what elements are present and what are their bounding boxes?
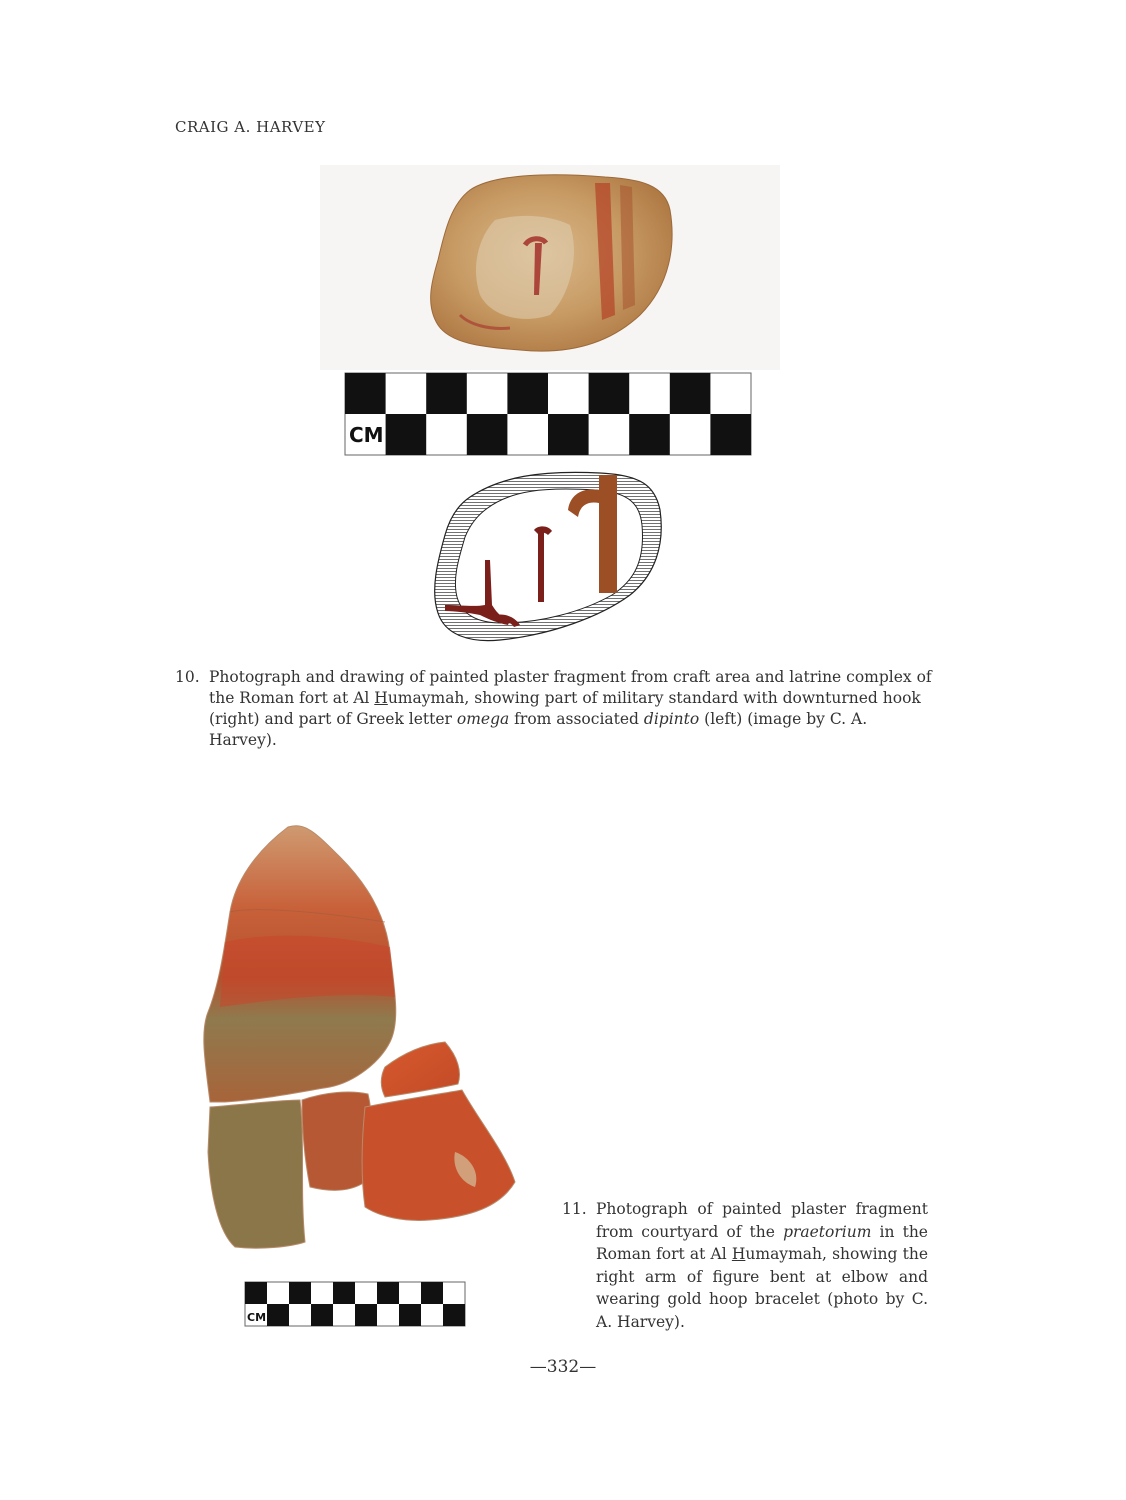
plaster-fragment-lower-left: [208, 1100, 305, 1248]
caption-text: (left) (image by C. A. Harvey).: [209, 710, 868, 749]
figure-10-image: [320, 165, 780, 650]
figure-10-caption: [175, 667, 935, 751]
figure-10-scale-label: CM: [349, 423, 384, 447]
figure-10-number: 10.: [175, 668, 200, 686]
figure-10-scale-bar: [345, 373, 751, 455]
military-standard-drawing: [599, 475, 617, 593]
figure-11-number: 11.: [562, 1200, 587, 1218]
caption-underlined-letter: H: [731, 1245, 746, 1263]
caption-text: umaymah, showing part of military standard with downturned hook (right) and part of Greek letter: [209, 689, 921, 728]
caption-text: in the Roman fort at Al: [596, 1222, 928, 1263]
running-header: CRAIG A. HARVEY: [175, 118, 326, 136]
caption-italic: dipinto: [643, 710, 700, 728]
caption-italic: praetorium: [783, 1222, 872, 1241]
figure-10-drawing: [435, 472, 662, 640]
figure-11-scale-label: CM: [247, 1311, 267, 1324]
caption-underlined-letter: H: [374, 689, 388, 707]
page-number: —332—: [529, 1357, 597, 1377]
caption-text: from associated: [509, 710, 644, 728]
plaster-fragment-lower-middle: [302, 1092, 371, 1190]
omega-stroke-drawing: [538, 532, 544, 602]
caption-text: Photograph and drawing of painted plaster fragment from craft area and latrine complex of the Roman fort at Al: [209, 668, 932, 707]
caption-text: umaymah, showing the right arm of figure bent at elbow and wearing gold hoop bracelet (photo by C. A. Harvey).: [596, 1245, 928, 1331]
figure-11-scale-bar: [245, 1282, 465, 1326]
plaster-fragment-upper-right: [381, 1042, 459, 1097]
figure-11-image: [190, 822, 520, 1330]
figure-11-caption: [562, 1198, 928, 1333]
caption-italic: omega: [456, 710, 510, 728]
caption-text: Photograph of painted plaster fragment from courtyard of the: [596, 1200, 928, 1241]
plaster-fragment-lower-right: [362, 1090, 515, 1220]
